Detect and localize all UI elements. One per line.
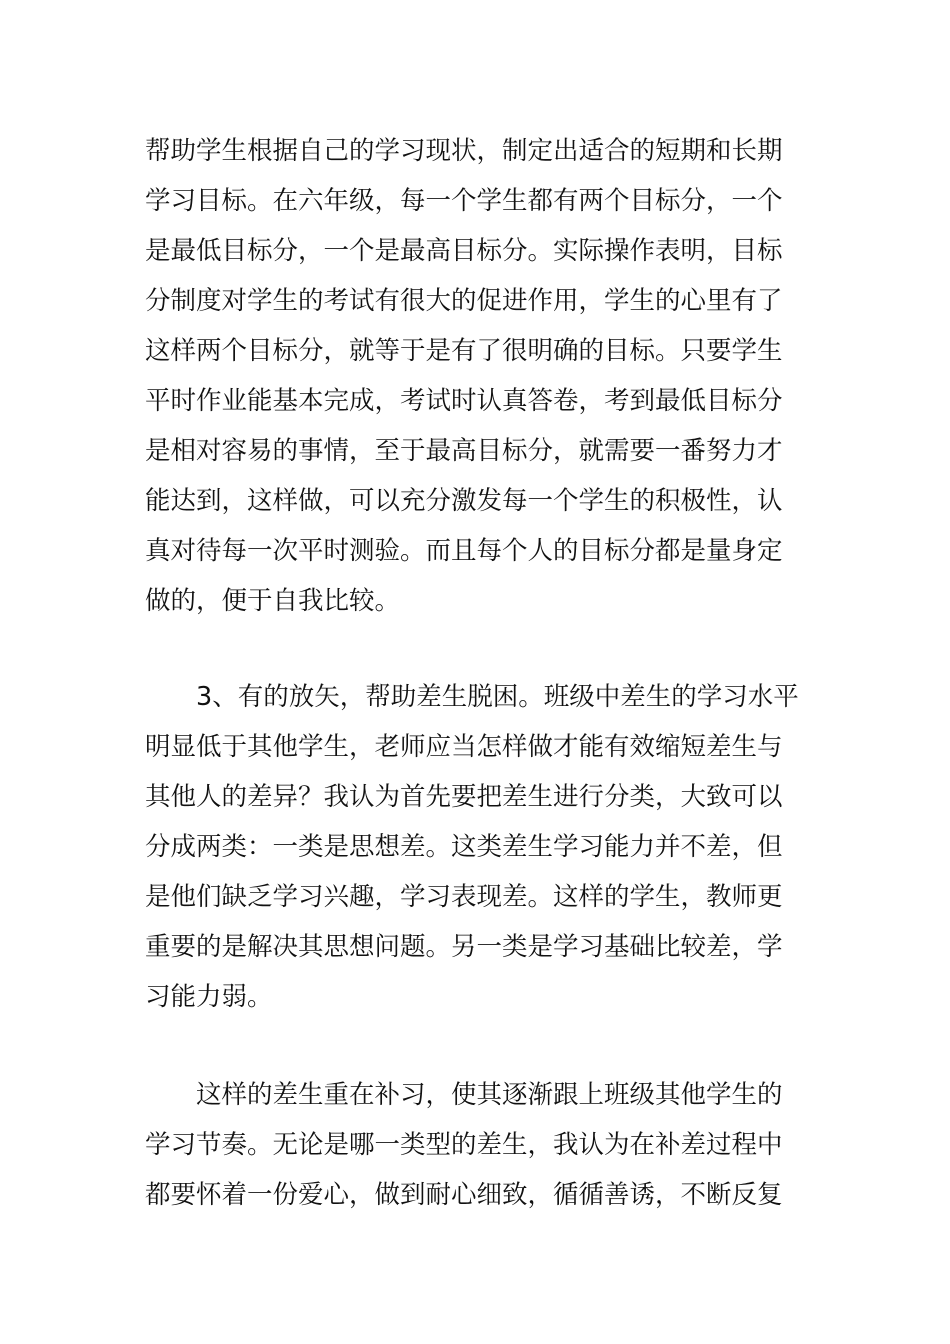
text-line: 3、有的放矢，帮助差生脱困。班级中差生的学习水平 bbox=[145, 682, 799, 712]
text-line: 能达到，这样做，可以充分激发每一个学生的积极性，认 bbox=[145, 486, 783, 516]
text-line: 重要的是解决其思想问题。另一类是学习基础比较差，学 bbox=[145, 932, 783, 962]
paragraph-goal-scores bbox=[145, 126, 810, 626]
text-line: 习能力弱。 bbox=[145, 982, 273, 1012]
text-line: 做的，便于自我比较。 bbox=[145, 586, 401, 616]
text-line: 帮助学生根据自己的学习现状，制定出适合的短期和长期 bbox=[145, 136, 783, 166]
text-line: 分成两类：一类是思想差。这类差生学习能力并不差，但 bbox=[145, 832, 783, 862]
text-line: 是他们缺乏学习兴趣，学习表现差。这样的学生，教师更 bbox=[145, 882, 783, 912]
text-line: 学习目标。在六年级，每一个学生都有两个目标分，一个 bbox=[145, 186, 783, 216]
paragraph-tutoring bbox=[145, 1070, 810, 1220]
paragraph-struggling-students bbox=[145, 672, 810, 1022]
text-line: 都要怀着一份爱心，做到耐心细致，循循善诱，不断反复 bbox=[145, 1180, 783, 1210]
text-line: 是最低目标分，一个是最高目标分。实际操作表明，目标 bbox=[145, 236, 783, 266]
text-line: 学习节奏。无论是哪一类型的差生，我认为在补差过程中 bbox=[145, 1130, 783, 1160]
text-line: 其他人的差异？我认为首先要把差生进行分类，大致可以 bbox=[145, 782, 783, 812]
text-line: 真对待每一次平时测验。而且每个人的目标分都是量身定 bbox=[145, 536, 783, 566]
text-line: 这样的差生重在补习，使其逐渐跟上班级其他学生的 bbox=[145, 1080, 783, 1110]
text-line: 明显低于其他学生，老师应当怎样做才能有效缩短差生与 bbox=[145, 732, 783, 762]
text-line: 分制度对学生的考试有很大的促进作用，学生的心里有了 bbox=[145, 286, 783, 316]
text-line: 平时作业能基本完成，考试时认真答卷，考到最低目标分 bbox=[145, 386, 783, 416]
text-line: 是相对容易的事情，至于最高目标分，就需要一番努力才 bbox=[145, 436, 783, 466]
text-line: 这样两个目标分，就等于是有了很明确的目标。只要学生 bbox=[145, 336, 783, 366]
